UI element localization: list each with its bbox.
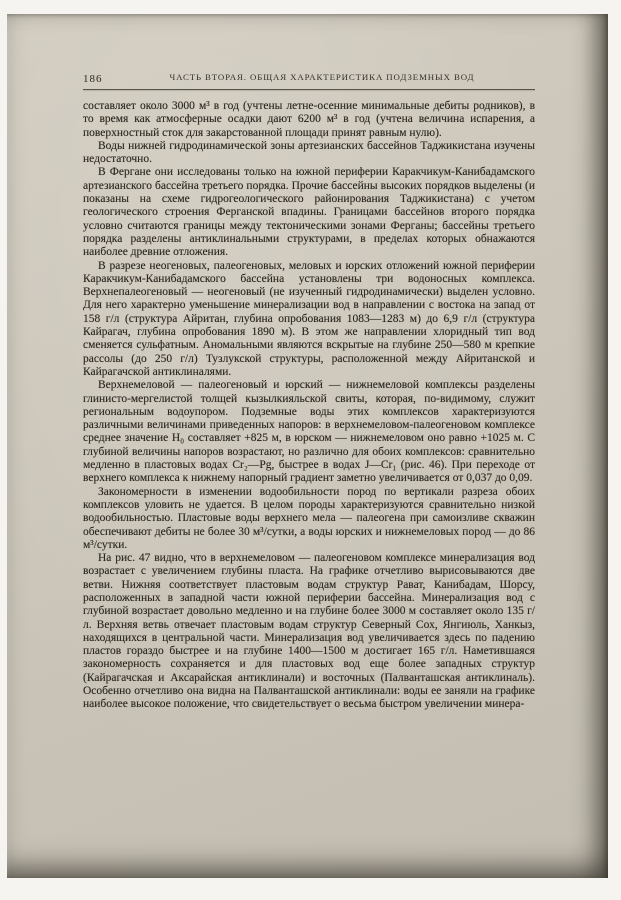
running-title: ЧАСТЬ ВТОРАЯ. ОБЩАЯ ХАРАКТЕРИСТИКА ПОДЗЕМНЫХ ВОД [169, 72, 475, 82]
page-number: 186 [83, 73, 103, 85]
paragraph: В Фергане они исследованы только на южной периферии Каракчикум-Канибадамского артезианского бассейна третьего порядка. Прочие бассейны высоких порядков выделены (и показаны на схеме гидрогеологического районирования Таджикистана) с учетом геологического строения Ферганской впадины. Границами бассейнов второго порядка условно считаются границы между тектоническими зонами Ферганы; бассейны третьего порядка разделены антиклинальными структурами, в пределах которых обнажаются наиболее древние отложения. [83, 166, 535, 259]
page-content [83, 72, 535, 712]
header-rule [83, 89, 535, 90]
page-body [83, 100, 535, 712]
paragraph: Верхнемеловой — палеогеновый и юрский — нижнемеловой комплексы разделены глинисто-мергелистой толщей кызылкияльской свиты, которая, по-видимому, служит региональным водоупором. Подземные воды этих комплексов характеризуются различными величинами приведенных напоров: в верхнемеловом-палеогеновом комплексе среднее значение H₀ составляет +825 м, в юрском — нижнемеловом оно равно +1025 м. С глубиной величины напоров возрастают, но различно для обоих комплексов: сравнительно медленно в пластовых водах Cr₂—Pg, быстрее в водах J—Cr₁ (рис. 46). При переходе от верхнего комплекса к нижнему напорный градиент заметно увеличивается от 0,037 до 0,09. [83, 379, 535, 485]
paragraph: В разрезе неогеновых, палеогеновых, меловых и юрских отложений южной периферии Каракчикум-Канибадамского бассейна установлены три водоносных комплекса. Верхнепалеогеновый — неогеновый (не изученный гидродинамически) выделен условно. Для него характерно уменьшение минерализации вод в направлении с востока на запад от 158 г/л (структура Айритан, глубина опробования 1083—1283 м) до 6,9 г/л (структура Кайрагач, глубина опробования 1890 м). В этом же направлении хлоридный тип вод сменяется сульфатным. Аномальными являются вскрытые на глубине 250—580 м крепкие рассолы (до 250 г/л) Тузлукской структуры, расположенной между Айританской и Кайрагачской антиклиналями. [83, 259, 535, 378]
paragraph: составляет около 3000 м³ в год (учтены летне-осенние минимальные дебиты родников), в то время как атмосферные осадки дают 6200 м³ в год (учтена величина испарения, а поверхностный сток для закарстованной площади принят равным нулю). [83, 100, 535, 139]
paragraph: Закономерности в изменении водообильности пород по вертикали разреза обоих комплексов уловить не удается. В целом породы характеризуются сравнительно низкой водообильностью. Пластовые воды верхнего мела — палеогена при самоизливе скважин обеспечивают дебиты не более 30 м³/сутки, а воды юрских и нижнемеловых пород — до 86 м³/сутки. [83, 485, 535, 551]
paragraph: На рис. 47 видно, что в верхнемеловом — палеогеновом комплексе минерализация вод возрастает с увеличением глубины пласта. На графике отчетливо вырисовываются две ветви. Нижняя соответствует пластовым водам структур Рават, Канибадам, Шорсу, расположенных в западной части южной периферии бассейна. Минерализация вод с глубиной возрастает довольно медленно и на глубине более 3000 м составляет около 135 г/л. Верхняя ветвь отвечает пластовым водам структур Северный Сох, Янгиюль, Ханкыз, находящихся в центральной части. Минерализация вод увеличивается здесь по падению пластов гораздо быстрее и на глубине 1400—1500 м достигает 165 г/л. Наметившаяся закономерность сохраняется и для пластовых вод еще более западных структур (Кайрагачская и Аксарайская антиклинали) и восточных (Палванташская антиклиналь). Особенно отчетливо она видна на Палванташской антиклинали: воды ее заняли на графике наиболее высокое положение, что свидетельствует о весьма быстром увеличении минера- [83, 552, 535, 711]
page-header [83, 72, 535, 87]
book-page [7, 14, 608, 878]
paragraph: Воды нижней гидродинамической зоны артезианских бассейнов Таджикистана изучены недостаточно. [83, 139, 535, 166]
